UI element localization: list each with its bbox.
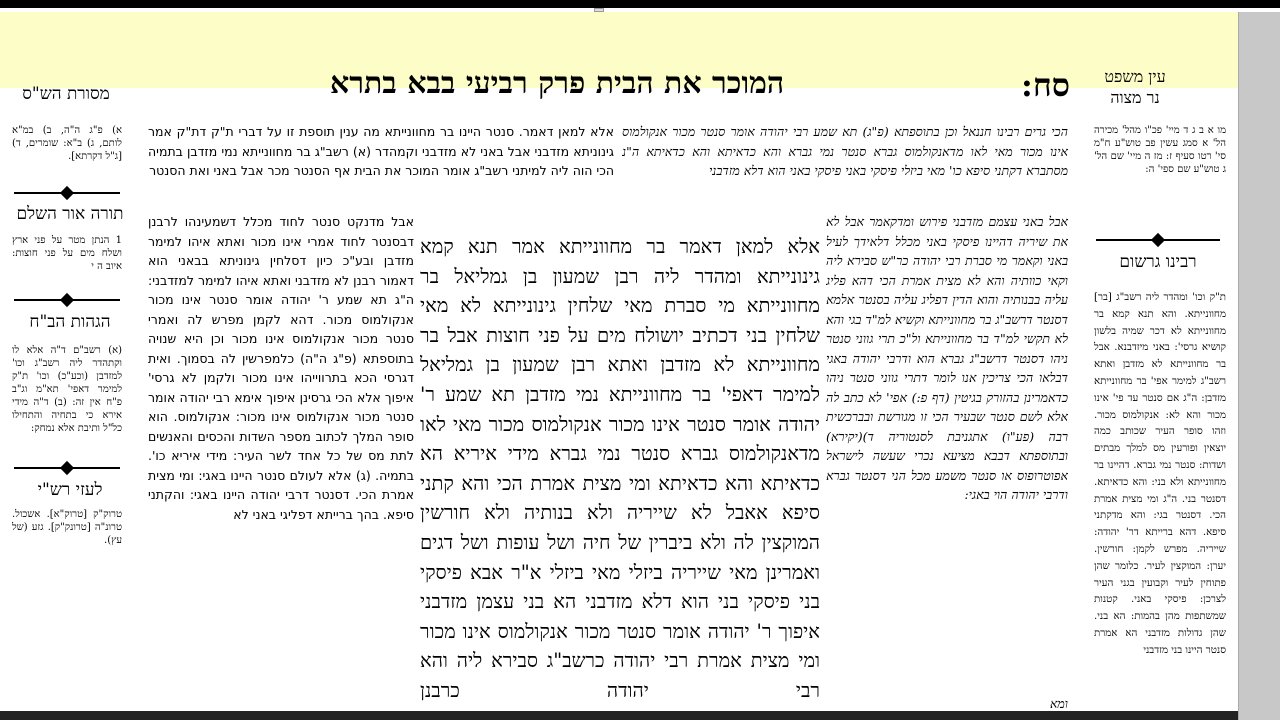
rashbam-side-text: אבל מדנקט סנטר לחוד מכלל דשמעינהו לרבנן דבסנטר לחוד אמרי אינו מכור ואתא איהו למימר מזדבן ובע"כ כיון דסלחין גינוניתא בבאני הוא דאמור רבנן לא מזדבני ואתא איהו למימר למזדבני: ה"ג תא שמע ר' יהודה אומר סנטר אינו מכור אנקולמוס מכור. דהא לקמן מפרש לה ואמרי סנטר מכור אנקולמוס אינו מכור וכן היא שנויה בתוספתא (פ"ג ה"ה) כלמפרשין לה בסמוך. ואית דגרסי הכא בתרווייהו אינו מכור ולקמן לא גרסי' איפוך אלא הכי גרסינן איפוך אימא רבי יהודה אומר סנטר מכור אנקולמוס אינו מכור: אנקולמוס. הוא סופר המלך לכתוב מספר השדות והכסים והאנשים לתת מס של כל אחד לשר העיר: מידי איריא כו'. בתמיה. (ג) אלא לעולם סנטר היינו באגי: ומי מצית אמרת הכי. דסנטר דרבי יהודה היינו באגי: והקתני סיפא. בהך ברייתא דפליגי באני לא xyxy=(148,214,414,522)
tosafot-top-text: הכי גרים רבינו חננאל וכן בתוספתא (פ"ג) תא שמע רבי יהודה אומר סנטר מכור אנקולמוס אינו מכור מאי לאו מדאנקולמוס גברא סנטר נמי גברא והא כדאיתא והא כדאיתא ה"נ מסתברא דקתני סיפא כו' מאי ביזלי פיסקי באני פיסקי באני הוא דלא מזדבני xyxy=(622,124,1068,178)
rashbam-top-text: אלא למאן דאמר. סנטר היינו בר מחוונייתא מה ענין תוספת זו על דברי ת"ק דת"ק אמר גינוניתא מזדבני אבל באני לא מזדבני וקמהדר (א) רשב"ג בר מחוונייתא נמי מזדבן בתמיה הכי הוה ליה למיתני רשב"ג אומר המוכר את הבית אף הסנטר מכר אבל באני ואת הסנטר xyxy=(148,124,614,178)
page-header xyxy=(330,66,1070,104)
rabbeinu-gershom-title: רבינו גרשום xyxy=(1119,252,1197,272)
masoret-hashas-text: א) פ"ג ה"ה, ב) במ"א לותם, ג) ב"א: שומרים, ד) [ג"ל דקרתא]. xyxy=(12,125,122,162)
ornament-divider xyxy=(14,295,120,305)
torah-or-text: 1 הנתן מטר על פני ארץ ושלח מים על פני חוצות: איוב ה י xyxy=(12,235,122,272)
ornament-divider xyxy=(14,188,120,198)
ner-mitzvah-title: נר מצוה xyxy=(1110,88,1160,107)
tosafot-continuation: ומא xyxy=(1049,696,1068,711)
tosafot-side-text: אבל באני עצמם מזדבני פירוש ומדקאמר אבל לא את שיריה דהיינו פיסקי באני מכלל דלאידך לעיל באני וקאמר מי סברת רבי יהודה כר"ש סבירא ליה וקאי כוותיה והא לא מצית אמרת הכי דהא פליג עליה בבנותיה והוא הדין דפליג עליה בסנטר אלמא דסנטר דרשב"ג בר מחוונייתא וקשיא למ"ד בגי והא לא תקשי למ"ד בר מחוונייתא ול"כ תרי גווני סנטר ניהו דסנטר דרשב"ג גברא הוא ודרבי יהודה באגי דבלאו הכי צריכין אנו לומר דתרי גווני סנטר ניהו כדאמרינן בהזורק בגיטין (דף פ:) אפי' לא כתב לה אלא לשם סנטר שבעיר הכי זו מגורשת ובברכשית רבה (פע"ו) אתגניבת לסנטוריה ד)(יקירא) ובתוספתא דבבא מציעא נכרי שעשה לישראל אפוטרופוס או סנטר משמע מכל הני דסנטר גברא ודרבי יהודה הוי באגי: xyxy=(826,214,1068,502)
ein-mishpat-text: מו א ב ג ד מיי' פכ"ו מהל' מכירה הל' א סמג עשין פב טוש"ע ח"מ סי' רטו סעיף ז: מז ה מיי' שם הל' ג טוש"ע שם ספי' ה: xyxy=(1094,125,1226,175)
vertical-scrollbar[interactable] xyxy=(1238,12,1280,720)
daf-number: סח: xyxy=(1021,66,1070,104)
loazei-rashi-text: טרוק"ק [טרוק"א]. אשכול. טרונ"ה [טרונק"ק]. גזע (של עץ). xyxy=(12,509,122,546)
chapter-title: המוכר את הבית פרק רביעי בבא בתרא xyxy=(330,66,785,101)
ein-mishpat-header xyxy=(1090,66,1180,108)
rabbeinu-gershom-text: ת"ק וכו' ומהדר ליה רשב"ג [בר] מחוונייתא. והא תנא קמא בר מחוונייתא לא דכר שמיה בלשון קושיא גרסי': באני מיזדבנא. אבל בר מחוונייתא לא מזדבן ואתא רשב"ג למימר אפי' בר מחוונייתא מזדבן: ה"ג אם סנטר עד פי' אינו מכור והא לא: אנקולמוס מכור. וזהו סופר העיר שכותב כמה יוצאין ופורעין מס למלך מבתים ושדות: סנטר נמי גברא. דהיינו בר מחוונייתא ולא בני: והא כדאיתא. דסנטר בני. ה"ג ומי מצית אמרת הכי. דסנטר בגי: והא מדקתני סיפא. דהא ברייתא דר' יהודה: שייריה. מפרש לקמן: חורשין. יערן: המוקצין לעיר. כלומר שהן פתוחין לעיר וקבועין בגני העיר לצרכן: פיסקי באני. קטנות שמשתפות מהן בהמות: הא בני. שהן גדולות מזדבני הא אמרת סנטר היינו בני מזדבני xyxy=(1094,292,1226,656)
ein-mishpat-title: עין משפט xyxy=(1104,67,1166,86)
ornament-divider xyxy=(14,463,120,473)
loazei-rashi-title: לעזי רש"י xyxy=(37,480,103,500)
ornament-divider xyxy=(1096,235,1220,245)
gemara-text: אלא למאן דאמר בר מחוונייתא אמר תנא קמא גינונייתא ומהדר ליה רבן שמעון בן גמליאל בר מחוונייתא מי סברת מאי שלחין גינונייתא לא מאי שלחין בני דכתיב יושולח מים על פני חוצות אבל בר מחוונייתא לא מזדבן ואתא רבן שמעון בן גמליאל למימר דאפי' בר מחוונייתא נמי מזדבן תא שמע ר' יהודה אומר סנטר אינו מכור אנקולמוס מכור מאי לאו מדאנקולמוס גברא סנטר נמי גברא מידי איריא הא כדאיתא והא כדאיתא ומי מצית אמרת הכי והא קתני סיפא אאבל לא שייריה ולא בנותיה ולא חורשין המוקצין לה ולא ביברין של חיה ושל עופות ושל דגים ואמרינן מאי שייריה ביזלי מאי ביזלי א"ר אבא פיסקי בני פיסקי בני הוא דלא מזדבני הא בני עצמן מזדבני איפוך ר' יהודה אומר סנטר מכור אנקולמוס אינו מכור ומי מצית אמרת רבי יהודה כרשב"ג סבירא ליה והא רבי יהודה כרבנן xyxy=(420,235,820,702)
torah-or-title: תורה אור השלם xyxy=(16,204,124,224)
hagahot-habach-text: (א) רשב"ם ד"ה אלא לו וקתהדר ליה רשב"ג וכו' למזדבן (וכע"כ) וכו' ת"ק למימר דאפי' תא"מ וג"ב פ"ח אין זה: (ב) ד"ה מידי אירא כי בתחיה והתחילו כל"ל ותיבת אלא נמחק: xyxy=(12,345,122,434)
hagahot-habach-title: הגהות הב"ח xyxy=(29,312,111,332)
masoret-hashas-title: מסורת הש"ס xyxy=(22,84,110,104)
